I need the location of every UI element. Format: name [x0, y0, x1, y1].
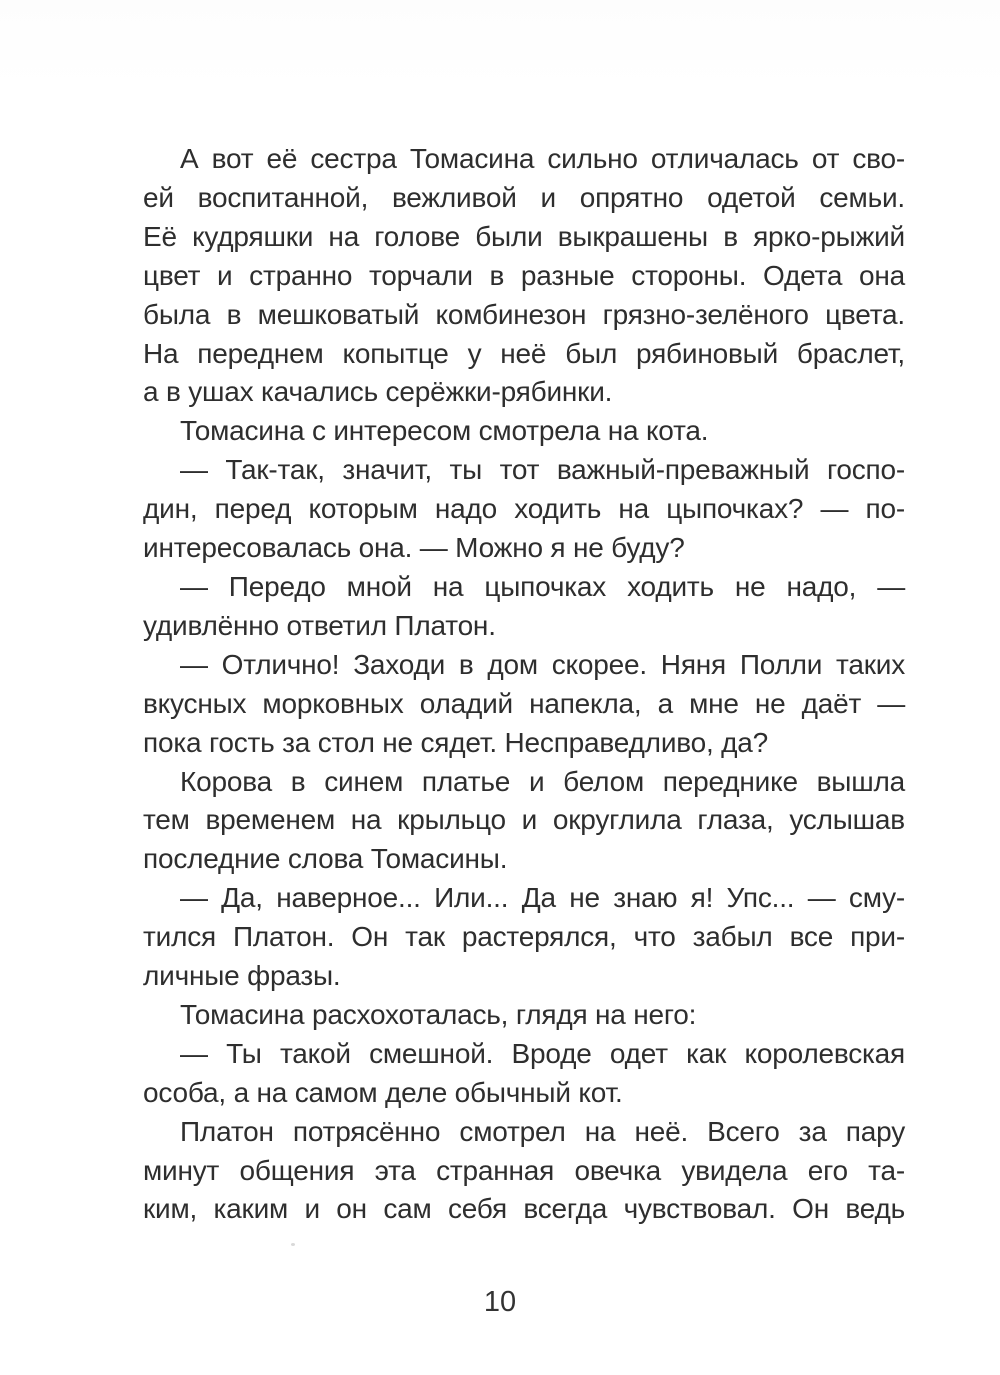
- paragraph: [143, 879, 905, 996]
- scan-speck: [291, 1243, 295, 1246]
- text-line: личные фразы.: [143, 960, 341, 992]
- text-line: — Ты такой смешной. Вроде одет как королевская: [180, 1037, 905, 1069]
- paragraph: [143, 451, 905, 568]
- text-line: минут общения эта странная овечка увидела его та-: [143, 1154, 905, 1186]
- text-line: особа, а на самом деле обычный кот.: [143, 1076, 623, 1108]
- text-line: тем временем на крыльцо и округлила глаза, услышав: [143, 804, 905, 836]
- text-line: последние слова Томасины.: [143, 843, 508, 875]
- paragraph: [143, 996, 905, 1035]
- text-line: удивлённо ответил Платон.: [143, 609, 496, 641]
- text-line: — Передо мной на цыпочках ходить не надо, —: [180, 570, 905, 602]
- text-line: цвет и странно торчали в разные стороны. Одета она: [143, 259, 905, 291]
- text-line: Корова в синем платье и белом переднике вышла: [180, 765, 905, 797]
- paragraph: [143, 1113, 905, 1230]
- page-number: 10: [483, 1286, 517, 1318]
- paragraph: [143, 763, 905, 880]
- body-text: [143, 140, 905, 1229]
- text-line: тился Платон. Он так растерялся, что забыл все при-: [143, 921, 905, 953]
- text-line: — Да, наверное... Или... Да не знаю я! Упс... — сму-: [180, 882, 905, 914]
- text-line: Томасина с интересом смотрела на кота.: [180, 415, 709, 447]
- text-line: а в ушах качались серёжки-рябинки.: [143, 376, 613, 408]
- paragraph: [143, 1035, 905, 1113]
- text-line: пока гость за стол не сядет. Несправедливо, да?: [143, 726, 769, 758]
- text-line: — Отлично! Заходи в дом скорее. Няня Полли таких: [180, 648, 905, 680]
- paragraph: [143, 568, 905, 646]
- text-line: Её кудряшки на голове были выкрашены в ярко-рыжий: [143, 220, 905, 252]
- text-line: дин, перед которым надо ходить на цыпочках? — по-: [143, 493, 905, 525]
- text-line: ей воспитанной, вежливой и опрятно одетой семьи.: [143, 181, 905, 213]
- paragraph: [143, 646, 905, 763]
- text-line: вкусных морковных оладий напекла, а мне не даёт —: [143, 687, 905, 719]
- text-line: Платон потрясённо смотрел на неё. Всего за пару: [180, 1115, 905, 1147]
- text-line: была в мешковатый комбинезон грязно-зелёного цвета.: [143, 298, 905, 330]
- text-line: ким, каким и он сам себя всегда чувствовал. Он ведь: [143, 1193, 905, 1225]
- text-line: На переднем копытце у неё был рябиновый браслет,: [143, 337, 905, 369]
- text-line: интересовалась она. — Можно я не буду?: [143, 532, 685, 564]
- paragraph: [143, 140, 905, 412]
- text-line: Томасина расхохоталась, глядя на него:: [180, 998, 697, 1030]
- paragraph: [143, 412, 905, 451]
- text-line: А вот её сестра Томасина сильно отличалась от сво-: [180, 143, 905, 174]
- text-line: — Так-так, значит, ты тот важный-преважный госпо-: [180, 454, 905, 486]
